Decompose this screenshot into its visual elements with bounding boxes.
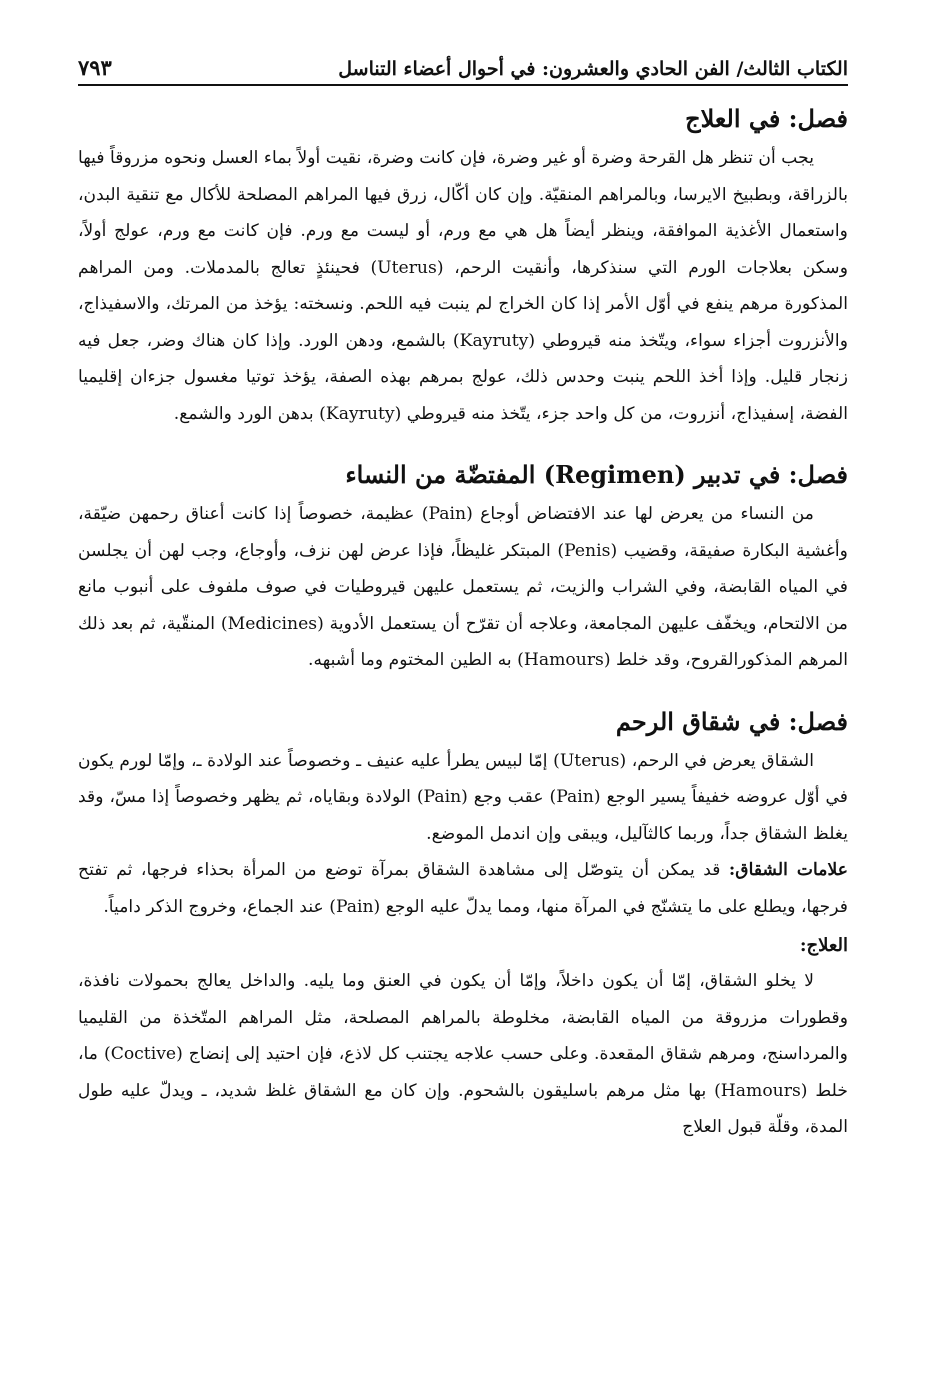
running-head: الكتاب الثالث/ الفن الحادي والعشرون: في أحوال أعضاء التناسل [338, 58, 848, 80]
signs-label: علامات الشقاق: [728, 860, 849, 880]
paragraph-treatment: يجب أن تنظر هل القرحة وضرة أو غير وضرة، فإن كانت وضرة، نقيت أولاً بماء العسل ونحوه مزروقاً فيها بالزراقة، وبطبيخ الايرسا، وبالمراهم المنقيّة. وإن كان أكّال، زرق فيها المراهم المصلحة للأكال مع تنقية البدن، واستعمال الأغذية الموافقة، وينظر أيضاً هل هي مع ورم، أو ليست مع ورم. فإن كانت مع ورم، عولج أولاً، وسكن بعلاجات الورم التي سنذكرها، وأنقيت الرحم، (Uterus) فحينئذٍ تعالج بالمدملات. ومن المراهم المذكورة مرهم ينفع في أوّل الأمر إذا كان الخراج لم ينبت فيه اللحم. ونسخته: يؤخذ من المرتك، والاسفيذاج، والأنزروت أجزاء سواء، ويتّخذ منه قيروطي (Kayruty) بالشمع، ودهن الورد. وإذا كان هناك وضر، جعل فيه زنجار قليل. وإذا أخذ اللحم ينبت وحدس ذلك، عولج بمرهم بهذه الصفة، يؤخذ توتيا مغسول جزءان إقليميا الفضة، إسفيذاج، أنزروت، من كل واحد جزء، يتّخذ منه قيروطي (Kayruty) بدهن الورد والشمع. [78, 148, 848, 424]
paragraph-fissure-treatment: لا يخلو الشقاق، إمّا أن يكون داخلاً، وإمّا أن يكون في العنق وما يليه. والداخل يعالج بحمولات نافذة، وقطورات مزروقة من المياه القابضة، مخلوطة بالمراهم المصلحة، مثل المراهم المتّخذة من القليميا والمرداسنج، ومرهم شقاق المقعدة. وعلى حسب علاجه يجتنب كل لاذع، فإن احتيد إلى إنضاج (Coctive) ما، خلط (Hamours) بها مثل مرهم باسليقون بالشحوم. وإن كان مع الشقاق غلظ شديد، ـ ويدلّ عليه طول المدة، وقلّة قبول العلاج [78, 971, 848, 1137]
signs-text: قد يمكن أن يتوصّل إلى مشاهدة الشقاق بمرآة توضع من المرأة بحذاء فرجها، ثم تفتح فرجها، ويطلع على ما يتشنّج في المرآة منها، ومما يدلّ عليه الوجع (Pain) عند الجماع، وخروج الذكر دامياً. [78, 860, 848, 917]
page-number: ٧٩٣ [78, 55, 112, 80]
page-header [78, 30, 848, 86]
paragraph-signs [78, 852, 848, 925]
paragraph-regimen: من النساء من يعرض لها عند الافتضاض أوجاع (Pain) عظيمة، خصوصاً إذا كانت أعناق رحمهن ضيّقة، وأغشية البكارة صفيقة، وقضيب (Penis) المبتكر غليظاً، فإذا عرض لهن نزف، وأوجاع، وجب لهن أن يجلسن في المياه القابضة، وفي الشراب والزيت، ثم يستعمل عليهن قيروطيات في صوف ملفوف على أنبوب مانع من الالتحام، ويخفّف عليهن المجامعة، وعلاجه أن تقرّح أن يستعمل الأدوية (Medicines) المنقّية، ثم بعد ذلك المرهم المذكورالقروح، وقد خلط (Hamours) به الطين المختوم وما أشبهه. [78, 504, 848, 670]
section-title-treatment: فصل: في العلاج [685, 104, 848, 133]
section-title-regimen: فصل: في تدبير (Regimen) المفتضّة من النساء [345, 460, 848, 489]
paragraph-fissure: الشقاق يعرض في الرحم، (Uterus) إمّا لبيس يطرأ عليه عنيف ـ وخصوصاً عند الولادة ـ، وإمّا لورم يكون في أوّل عروضه خفيفاً يسير الوجع (Pain) عقب وجع (Pain) الولادة وبقاياه، ثم يظهر وخصوصاً إذا مسّ، وقد يغلظ الشقاق جداً، وربما كالثآليل، ويبقى وإن اندمل الموضع. [78, 750, 849, 844]
section-title-fissure: فصل: في شقاق الرحم [615, 706, 848, 736]
book-page [78, 30, 848, 1370]
treatment-label: العلاج: [799, 935, 848, 956]
